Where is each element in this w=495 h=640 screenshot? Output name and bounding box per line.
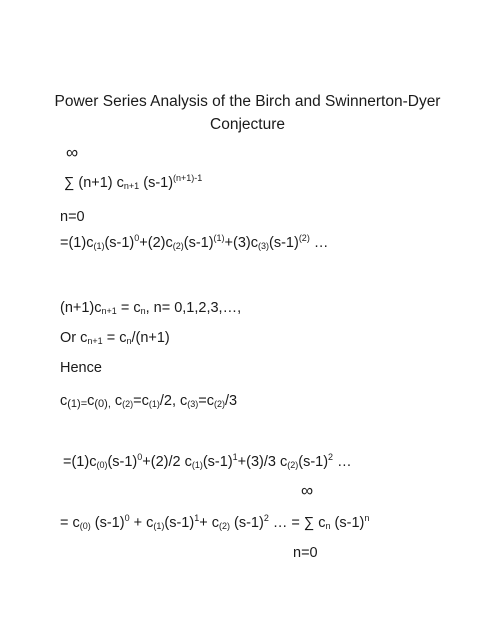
expansion-1-sub-1: (1) (93, 241, 105, 251)
expansion-1-term-d: (s-1) (183, 235, 214, 251)
recurrence-sub-2: n (140, 306, 146, 316)
infinity-symbol-top: ∞ (66, 143, 79, 162)
or-sub-2: n (126, 336, 132, 346)
coeff-term-a: c (60, 393, 68, 409)
expansion-2-term-f: (s-1) (298, 454, 329, 470)
final-term-e: + c (199, 515, 219, 531)
expansion-1-sub-2: (2) (172, 241, 184, 251)
infinity-symbol-bottom: ∞ (301, 481, 314, 500)
sum-base: (s-1) (143, 175, 174, 191)
summation-expression (64, 173, 203, 191)
final-term-a: = c (60, 515, 80, 531)
expansion-2-sub-1: (0) (96, 460, 108, 470)
expansion-2-term-d: (s-1) (202, 454, 233, 470)
sum-term: (n+1) c (78, 175, 124, 191)
final-sup-2: 1 (194, 513, 200, 523)
expansion-2-sup-1: 0 (137, 452, 143, 462)
recurrence-line (60, 301, 241, 316)
expansion-line-1 (60, 233, 329, 251)
or-sub-1: n+1 (87, 336, 103, 346)
recurrence-term-c: , n= 0,1,2,3,…, (145, 300, 242, 316)
expansion-1-term-f: (s-1) (269, 235, 299, 251)
final-term-c: + c (129, 515, 154, 531)
or-term-a: Or c (60, 330, 88, 346)
expansion-1-sup-1: 0 (134, 233, 140, 243)
index-start: n=0 (60, 209, 85, 225)
coeff-sub-1: (1)= (67, 398, 88, 410)
final-sub-4: n (325, 521, 331, 531)
coeff-term-c: c (110, 393, 123, 409)
final-sub-3: (2) (218, 521, 230, 531)
recurrence-term-b: = c (116, 300, 141, 316)
coeff-term-d: =c (133, 393, 149, 409)
expansion-1-sup-2: (1) (213, 233, 225, 243)
sum-subscript: n+1 (123, 181, 140, 191)
coeff-sub-3: (2) (122, 399, 134, 409)
expansion-1-term-c: +(2)c (139, 235, 173, 251)
final-sub-2: (1) (153, 521, 165, 531)
recurrence-term-a: (n+1)c (60, 300, 102, 316)
expansion-line-2 (63, 452, 352, 470)
sigma-symbol: ∑ (64, 175, 75, 191)
or-term-b: = c (102, 330, 127, 346)
expansion-1-ellipsis: … (309, 235, 329, 251)
final-term-h: (s-1) (330, 515, 365, 531)
final-sub-1: (0) (79, 521, 91, 531)
final-equation-line (60, 513, 370, 531)
coeff-term-b: c (87, 393, 95, 409)
final-sup-1: 0 (124, 513, 130, 523)
final-term-b: (s-1) (90, 515, 125, 531)
index-end: n=0 (293, 545, 318, 561)
recurrence-sub-1: n+1 (101, 306, 117, 316)
final-term-g: … = ∑ c (268, 515, 326, 531)
expansion-1-term-a: =(1)c (60, 235, 94, 251)
coeff-sub-4: (1) (148, 399, 160, 409)
final-term-d: (s-1) (164, 515, 195, 531)
coeff-term-e: /2, c (159, 393, 188, 409)
coefficients-line (60, 394, 237, 409)
title-line-1: Power Series Analysis of the Birch and Swinnerton-Dyer (54, 93, 441, 110)
expansion-1-term-e: +(3)c (224, 235, 258, 251)
expansion-2-term-c: +(2)/2 c (142, 454, 192, 470)
coeff-term-g: /3 (225, 393, 238, 409)
expansion-1-sub-3: (3) (258, 241, 269, 251)
coeff-sub-5: (3) (187, 399, 199, 409)
expansion-2-sup-3: 2 (328, 452, 334, 462)
hence-label: Hence (60, 360, 102, 376)
expansion-1-term-b: (s-1) (104, 235, 135, 251)
coeff-term-f: =c (198, 393, 214, 409)
expansion-2-sub-3: (2) (287, 460, 299, 470)
coeff-sub-6: (2) (214, 399, 225, 409)
final-sup-3: 2 (263, 513, 269, 523)
sum-exponent: (n+1)-1 (173, 173, 203, 183)
title-line-2: Conjecture (210, 116, 285, 133)
expansion-2-term-a: =(1)c (63, 454, 97, 470)
or-term-c: /(n+1) (131, 330, 170, 346)
or-line (60, 331, 170, 346)
expansion-2-sup-2: 1 (232, 452, 238, 462)
expansion-1-sup-3: (2) (298, 233, 310, 243)
final-term-f: (s-1) (229, 515, 264, 531)
expansion-2-ellipsis: … (333, 454, 352, 470)
expansion-2-term-e: +(3)/3 c (237, 454, 288, 470)
expansion-2-sub-2: (1) (191, 460, 203, 470)
coeff-sub-2: (0), (94, 398, 111, 410)
final-sup-4: n (364, 513, 370, 523)
expansion-2-term-b: (s-1) (107, 454, 138, 470)
